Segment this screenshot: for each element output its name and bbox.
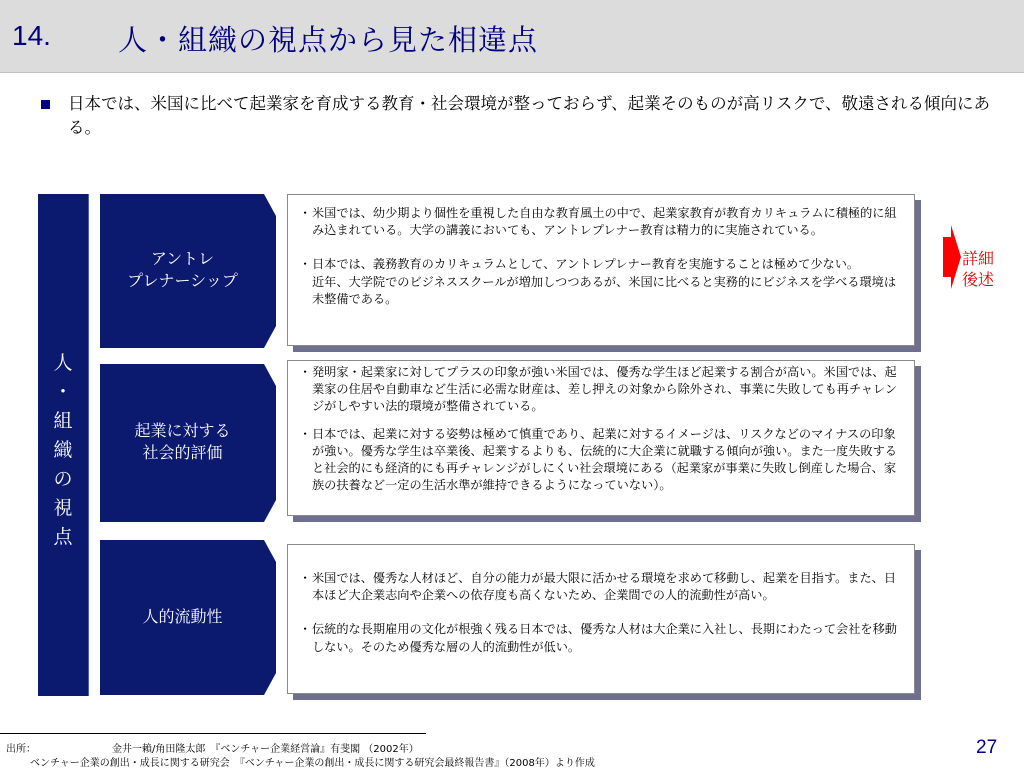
- side-char: 組: [53, 410, 73, 432]
- row-label-line: 社会的評価: [142, 443, 223, 462]
- details-later-line2: 後述: [962, 270, 995, 289]
- list-item: [292, 205, 906, 239]
- bullet-dot: ・: [299, 257, 312, 272]
- details-later-note: [962, 248, 1002, 290]
- source-citation-1: 金井一賴/角田隆太郎 『ベンチャー企業経営論』有斐閣 （2002年）: [112, 744, 419, 755]
- row-label-entrepreneurship: [100, 194, 276, 348]
- row-label-line: 起業に対する: [134, 421, 231, 440]
- row-description-social-evaluation: [287, 360, 915, 516]
- square-bullet-icon: [41, 100, 50, 109]
- list-item: [292, 364, 906, 416]
- bullet-dot: ・: [299, 622, 312, 637]
- details-later-line1: 詳細: [962, 249, 995, 268]
- list-item: [292, 621, 906, 655]
- item-text-extra: 近年、大学院でのビジネススクールが増加しつつあるが、米国に比べると実務的にビジネスを学べる環境は未整備である。: [312, 274, 897, 306]
- item-text: 米国では、幼少期より個性を重視した自由な教育風土の中で、起業家教育が教育カリキュラムに積極的に組み込まれている。大学の講義においても、アントレプレナー教育は精力的に実施されている。: [312, 206, 897, 238]
- bullet-dot: ・: [299, 365, 312, 379]
- bullet-dot: ・: [299, 426, 312, 441]
- item-text: 日本では、義務教育のカリキュラムとして、アントレプレナー教育を実施することは極めて少ない。: [312, 257, 860, 272]
- side-char: 織: [53, 439, 73, 461]
- footer-divider: [0, 733, 426, 734]
- row-label-line: 人的流動性: [142, 607, 223, 626]
- side-char: の: [53, 468, 73, 490]
- source-label: 出所：: [6, 744, 36, 755]
- row-description-entrepreneurship: [287, 194, 915, 346]
- bullet-dot: ・: [299, 571, 312, 585]
- item-text: 発明家・起業家に対してプラスの印象が強い米国では、優秀な学生ほど起業する割合が高い。米国では、起業家の住居や自動車など生活に必需な財産は、差し押えの対象から除外され、事業に失敗しても再チャレンジがしやすい法的環境が整備されている。: [312, 365, 898, 414]
- item-text: 米国では、優秀な人材ほど、自分の能力が最大限に活かせる環境を求めて移動し、起業を目指す。また、日本ほど大企業志向や企業への依存度も高くないため、企業間での人的流動性が高い。: [312, 571, 897, 603]
- bullet-dot: ・: [299, 206, 312, 220]
- row-label-social-evaluation: [100, 364, 276, 522]
- side-category-bar: [38, 194, 89, 696]
- list-item: [292, 570, 906, 604]
- row-label-line: アントレ: [150, 249, 215, 268]
- row-label-line: プレナーシップ: [127, 271, 238, 290]
- row-label-mobility: [100, 540, 276, 695]
- slide-section-number: 14.: [12, 20, 51, 51]
- slide-header: [0, 0, 1024, 73]
- side-char: 視: [53, 497, 73, 519]
- side-char: 人: [53, 352, 73, 374]
- list-item: [292, 426, 906, 495]
- source-citation-2: ベンチャー企業の創出・成長に関する研究会 『ベンチャー企業の創出・成長に関する研究会最終報告書』（2008年）より作成: [30, 758, 595, 769]
- list-item: [292, 256, 906, 308]
- right-arrow-icon: [943, 225, 961, 289]
- row-description-mobility: [287, 544, 915, 694]
- side-category-label: [38, 349, 88, 552]
- side-char: 点: [53, 526, 73, 548]
- lead-statement: 日本では、米国に比べて起業家を育成する教育・社会環境が整っておらず、起業そのものが高リスクで、敬遠される傾向にある。: [68, 94, 991, 137]
- side-char: ・: [53, 381, 73, 403]
- item-text: 伝統的な長期雇用の文化が根強く残る日本では、優秀な人材は大企業に入社し、長期にわたって会社を移動しない。そのため優秀な層の人的流動性が低い。: [312, 622, 897, 654]
- item-text: 日本では、起業に対する姿勢は極めて慎重であり、起業に対するイメージは、リスクなどのマイナスの印象が強い。優秀な学生は卒業後、起業するよりも、伝統的に大企業に就職する傾向が強い。また一度失敗すると社会的にも経済的にも再チャレンジがしにくい社会環境にある（起業家が事業に失敗し倒産した場合、家族の扶養など一定の生活水準が維持できるようになっていない）。: [312, 426, 897, 493]
- page-number: 27: [976, 737, 998, 758]
- slide-title: 人・組織の視点から見た相違点: [118, 23, 539, 57]
